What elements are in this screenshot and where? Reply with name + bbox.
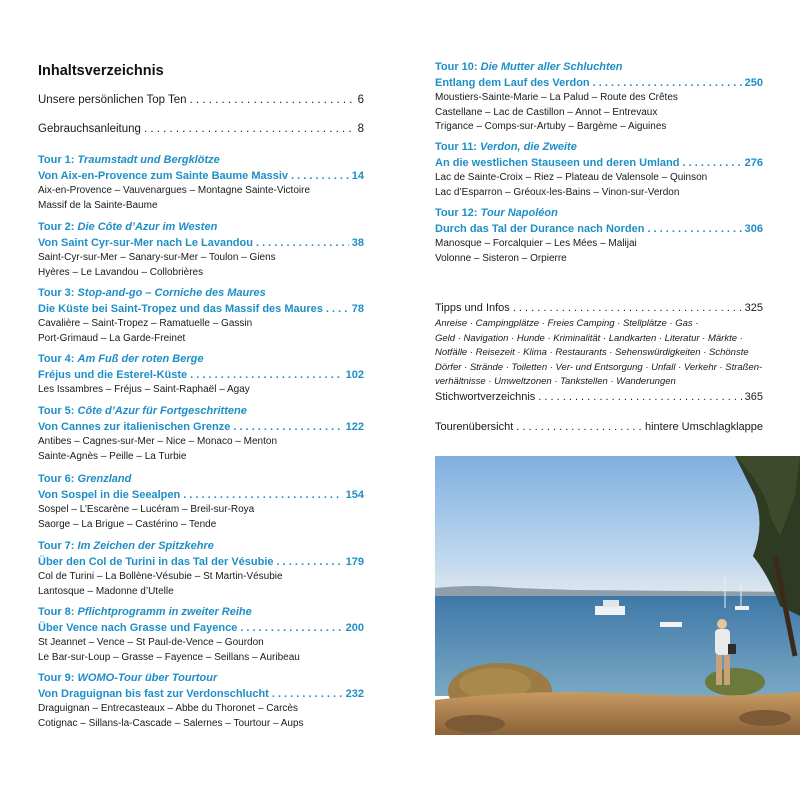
toc-entry-tourenuebersicht[interactable]: Tourenübersicht . . . hintere Umschlagklappe — [435, 421, 763, 433]
tour-route — [435, 155, 763, 171]
tour-page-number: 276 — [744, 157, 763, 169]
tipps-topic-list — [435, 317, 763, 390]
tour-places-line: Moustiers-Sainte-Marie – La Palud – Route des Crêtes — [435, 92, 678, 103]
tour-number: Tour 9: — [38, 672, 75, 684]
tour-places-line: Trigance – Comps-sur-Artuby – Bargème – Aiguines — [435, 121, 667, 132]
tour-route — [435, 75, 763, 91]
tour-places-line: Port-Grimaud – La Garde-Freinet — [38, 332, 186, 344]
tour-heading — [38, 286, 364, 301]
tour-subtitle: Pflichtprogramm in zweiter Reihe — [77, 606, 252, 618]
tour-route-label: Entlang dem Lauf des Verdon — [435, 77, 590, 89]
tour-entry[interactable] — [38, 286, 364, 346]
toc-entry-gebrauchsanleitung[interactable]: Gebrauchsanleitung . . . 8 — [38, 123, 364, 135]
tour-subtitle: WOMO-Tour über Tourtour — [77, 672, 218, 684]
tour-subtitle: Am Fuß der roten Berge — [77, 353, 204, 365]
tour-subtitle: Tour Napoléon — [480, 207, 558, 219]
tour-number: Tour 4: — [38, 353, 75, 365]
tipps-tags-line: Geld · Navigation · Hunde · Kriminalität · Landkarten · Literatur · Märkte · — [435, 332, 743, 344]
tour-page-number: 78 — [351, 303, 364, 315]
tour-subtitle: Im Zeichen der Spitzkehre — [77, 540, 214, 552]
tour-places-line: Cotignac – Sillans-la-Cascade – Salernes – Tourtour – Aups — [38, 717, 304, 729]
tour-route — [38, 235, 364, 251]
tour-heading — [38, 539, 364, 554]
tour-places-line: Cavalière – Saint-Tropez – Ramatuelle – Gassin — [38, 318, 253, 329]
tour-number: Tour 8: — [38, 606, 75, 618]
tour-subtitle: Verdon, die Zweite — [480, 141, 577, 153]
tour-route-label: Von Sospel in die Seealpen — [38, 489, 181, 501]
tour-number: Tour 10: — [435, 61, 478, 73]
tour-entry[interactable] — [435, 206, 763, 266]
tour-page-number: 306 — [744, 223, 763, 235]
tour-places-line: Antibes – Cagnes-sur-Mer – Nice – Monaco – Menton — [38, 436, 278, 447]
tour-entry[interactable] — [38, 352, 364, 398]
tour-heading — [38, 671, 364, 686]
tipps-tags-line: Dörfer · Strände · Toiletten · Ver- und Entsorgung · Unfall · Verkehr · Straßen- — [435, 361, 763, 373]
tour-route-label: Fréjus und die Esterel-Küste — [38, 369, 188, 381]
tour-route — [38, 686, 364, 702]
tour-subtitle: Stop-and-go – Corniche des Maures — [77, 287, 266, 299]
tour-entry[interactable] — [38, 153, 364, 213]
tour-route — [38, 487, 364, 503]
page-title: Inhaltsverzeichnis — [38, 63, 164, 79]
tour-page-number: 122 — [345, 421, 364, 433]
tour-page-number: 179 — [345, 556, 364, 568]
tour-places-line: Col de Turini – La Bollène-Vésubie – St Martin-Vésubie — [38, 571, 283, 582]
tour-entry[interactable] — [38, 220, 364, 280]
tour-page-number: 200 — [345, 622, 364, 634]
tour-page-number: 232 — [345, 688, 364, 700]
tour-entry[interactable] — [38, 605, 364, 665]
tour-subtitle: Côte d’Azur für Fortgeschrittene — [77, 405, 247, 417]
tour-places-line: Draguignan – Entrecasteaux – Abbe du Thoronet – Carcès — [38, 703, 298, 714]
tour-places-line: Lac d’Esparron – Gréoux-les-Bains – Vinon-sur-Verdon — [435, 186, 680, 198]
tour-route — [38, 419, 364, 435]
tour-places-line: Aix-en-Provence – Vauvenargues – Montagne Sainte-Victoire — [38, 185, 311, 196]
tour-number: Tour 1: — [38, 154, 75, 166]
tour-page-number: 14 — [351, 170, 364, 182]
toc-entry-stichwortverzeichnis[interactable]: Stichwortverzeichnis . . . 365 — [435, 391, 763, 403]
tour-route — [38, 168, 364, 184]
tour-heading — [38, 605, 364, 620]
tour-entry[interactable] — [435, 140, 763, 200]
tour-subtitle: Die Côte d’Azur im Westen — [77, 221, 218, 233]
tour-places-line: Sospel – L’Escarène – Lucéram – Breil-sur-Roya — [38, 504, 255, 515]
tour-route-label: Von Saint Cyr-sur-Mer nach Le Lavandou — [38, 237, 253, 249]
tour-places-line: Hyères – Le Lavandou – Collobrières — [38, 266, 204, 278]
tour-route-label: Durch das Tal der Durance nach Norden — [435, 223, 645, 235]
tour-entry[interactable] — [38, 539, 364, 599]
tour-number: Tour 5: — [38, 405, 75, 417]
toc-entry-tipps[interactable]: Tipps und Infos . . . 325 — [435, 302, 763, 314]
tour-number: Tour 12: — [435, 207, 478, 219]
tour-places-line: Lac de Sainte-Croix – Riez – Plateau de Valensole – Quinson — [435, 172, 708, 183]
tour-number: Tour 2: — [38, 221, 75, 233]
tour-number: Tour 3: — [38, 287, 75, 299]
tour-entry[interactable] — [38, 472, 364, 532]
tour-page-number: 38 — [351, 237, 364, 249]
tour-route — [38, 367, 364, 383]
tour-route — [38, 554, 364, 570]
tour-route — [435, 221, 763, 237]
tour-subtitle: Traumstadt und Bergklötze — [77, 154, 220, 166]
tour-heading — [435, 60, 763, 75]
tour-number: Tour 11: — [435, 141, 477, 153]
tour-route-label: Über den Col de Turini in das Tal der Vésubie — [38, 556, 274, 568]
tour-number: Tour 7: — [38, 540, 75, 552]
tour-entry[interactable] — [38, 404, 364, 464]
tour-page-number: 250 — [744, 77, 763, 89]
tour-page-number: 154 — [345, 489, 364, 501]
tour-heading — [38, 472, 364, 487]
tour-heading — [38, 404, 364, 419]
tour-heading — [38, 153, 364, 168]
tour-places-line: Saorge – La Brigue – Castérino – Tende — [38, 518, 217, 530]
toc-entry-top-ten[interactable]: Unsere persönlichen Top Ten . . . 6 — [38, 94, 364, 106]
tour-route — [38, 301, 364, 317]
tour-heading — [435, 140, 763, 155]
tour-number: Tour 6: — [38, 473, 75, 485]
tipps-tags-line: verhältnisse · Umweltzonen · Tankstellen · Wanderungen — [435, 376, 676, 388]
tour-heading — [38, 220, 364, 235]
tour-route-label: Von Cannes zur italienischen Grenze — [38, 421, 231, 433]
tour-places-line: Massif de la Sainte-Baume — [38, 199, 158, 211]
tour-places-line: St Jeannet – Vence – St Paul-de-Vence – Gourdon — [38, 637, 264, 648]
tour-entry[interactable] — [38, 671, 364, 731]
tipps-tags-line: Notfälle · Reisezeit · Klima · Restaurants · Sehenswürdigkeiten · Schönste — [435, 347, 749, 359]
tour-subtitle: Die Mutter aller Schluchten — [480, 61, 623, 73]
tour-places-line: Saint-Cyr-sur-Mer – Sanary-sur-Mer – Toulon – Giens — [38, 252, 276, 263]
tour-route-label: Die Küste bei Saint-Tropez und das Massif des Maures — [38, 303, 323, 315]
tour-route-label: Über Vence nach Grasse und Fayence — [38, 622, 238, 634]
tour-places-line: Sainte-Agnès – Peille – La Turbie — [38, 450, 187, 462]
tour-page-number: 102 — [345, 369, 364, 381]
tour-route — [38, 620, 364, 636]
tour-places-line: Manosque – Forcalquier – Les Mées – Malijai — [435, 238, 637, 249]
tour-route-label: Von Aix-en-Provence zum Sainte Baume Massiv — [38, 170, 289, 182]
tour-heading — [435, 206, 763, 221]
tour-route-label: Von Draguignan bis fast zur Verdonschlucht — [38, 688, 269, 700]
tipps-tags-line: Anreise · Campingplätze · Freies Camping · Stellplätze · Gas · — [435, 318, 699, 329]
coastal-landscape-photo — [435, 456, 800, 735]
tour-entry[interactable] — [435, 60, 763, 135]
tour-places-line: Lantosque – Madonne d’Utelle — [38, 585, 174, 597]
tour-places-line: Volonne – Sisteron – Orpierre — [435, 252, 567, 264]
tour-heading — [38, 352, 364, 367]
tour-route-label: An die westlichen Stauseen und deren Umland — [435, 157, 680, 169]
tour-places-line: Les Issambres – Fréjus – Saint-Raphaël – Agay — [38, 384, 250, 395]
tour-subtitle: Grenzland — [77, 473, 132, 485]
tour-places-line: Castellane – Lac de Castillon – Annot – Entrevaux — [435, 106, 658, 118]
tour-places-line: Le Bar-sur-Loup – Grasse – Fayence – Seillans – Auribeau — [38, 651, 300, 663]
